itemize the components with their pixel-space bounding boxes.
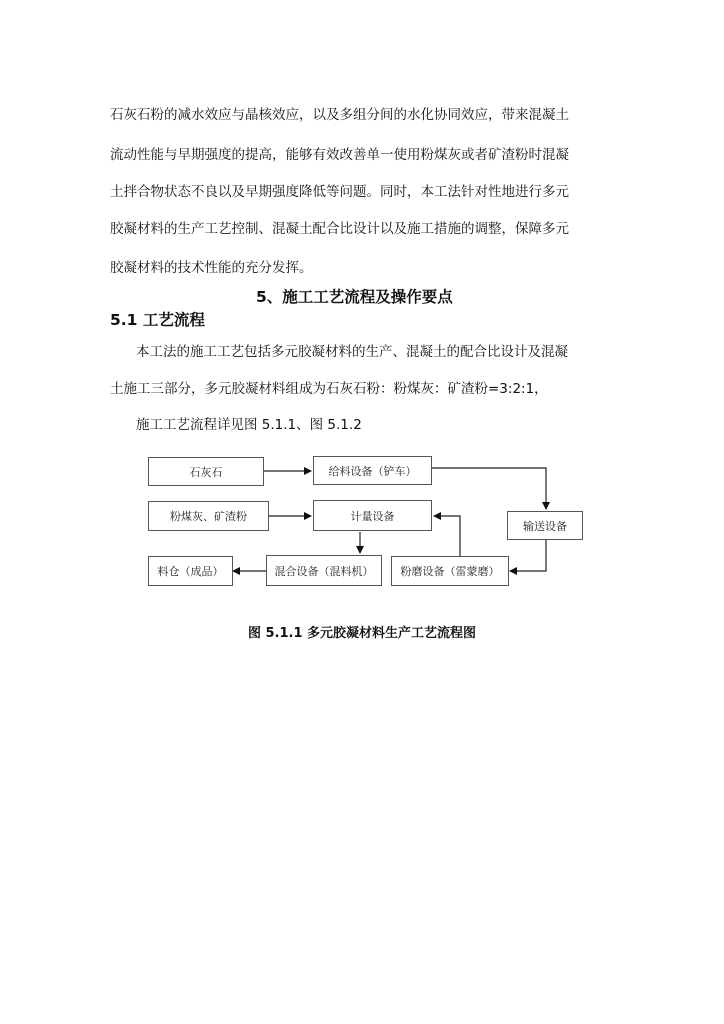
paragraph-1-line-3: 土拌合物状态不良以及早期强度降低等问题。同时，本工法针对性地进行多元 — [110, 184, 569, 200]
arrow-feeder-to-conveyor — [432, 468, 546, 509]
box-silo: 料仓（成品） — [148, 556, 233, 586]
paragraph-2-line-1: 本工法的施工工艺包括多元胶凝材料的生产、混凝土的配合比设计及混凝 — [136, 344, 568, 360]
paragraph-2-line-2: 土施工三部分，多元胶凝材料组成为石灰石粉：粉煤灰：矿渣粉=3:2:1， — [110, 381, 548, 397]
box-grinder: 粉磨设备（雷蒙磨） — [391, 556, 509, 586]
paragraph-2-line-3: 施工工艺流程详见图 5.1.1、图 5.1.2 — [136, 417, 362, 433]
paragraph-1-line-1: 石灰石粉的减水效应与晶核效应，以及多组分间的水化协同效应，带来混凝土 — [110, 107, 569, 123]
box-mixer: 混合设备（混料机） — [266, 555, 382, 586]
section-heading: 5、施工工艺流程及操作要点 — [256, 288, 453, 306]
arrow-grinder-to-metering — [434, 516, 460, 556]
subsection-heading: 5.1 工艺流程 — [110, 311, 205, 329]
paragraph-1-line-5: 胶凝材料的技术性能的充分发挥。 — [110, 260, 313, 276]
box-limestone: 石灰石 — [148, 457, 264, 486]
box-feeder: 给料设备（铲车） — [313, 456, 432, 485]
paragraph-1-line-2: 流动性能与早期强度的提高，能够有效改善单一使用粉煤灰或者矿渣粉时混凝 — [110, 147, 569, 163]
box-metering: 计量设备 — [313, 500, 432, 531]
paragraph-1-line-4: 胶凝材料的生产工艺控制、混凝土配合比设计以及施工措施的调整，保障多元 — [110, 221, 569, 237]
box-flyash-slag: 粉煤灰、矿渣粉 — [148, 501, 269, 531]
arrow-conveyor-to-grinder — [510, 540, 546, 571]
figure-caption: 图 5.1.1 多元胶凝材料生产工艺流程图 — [247, 626, 477, 641]
box-conveyor: 输送设备 — [507, 511, 583, 540]
